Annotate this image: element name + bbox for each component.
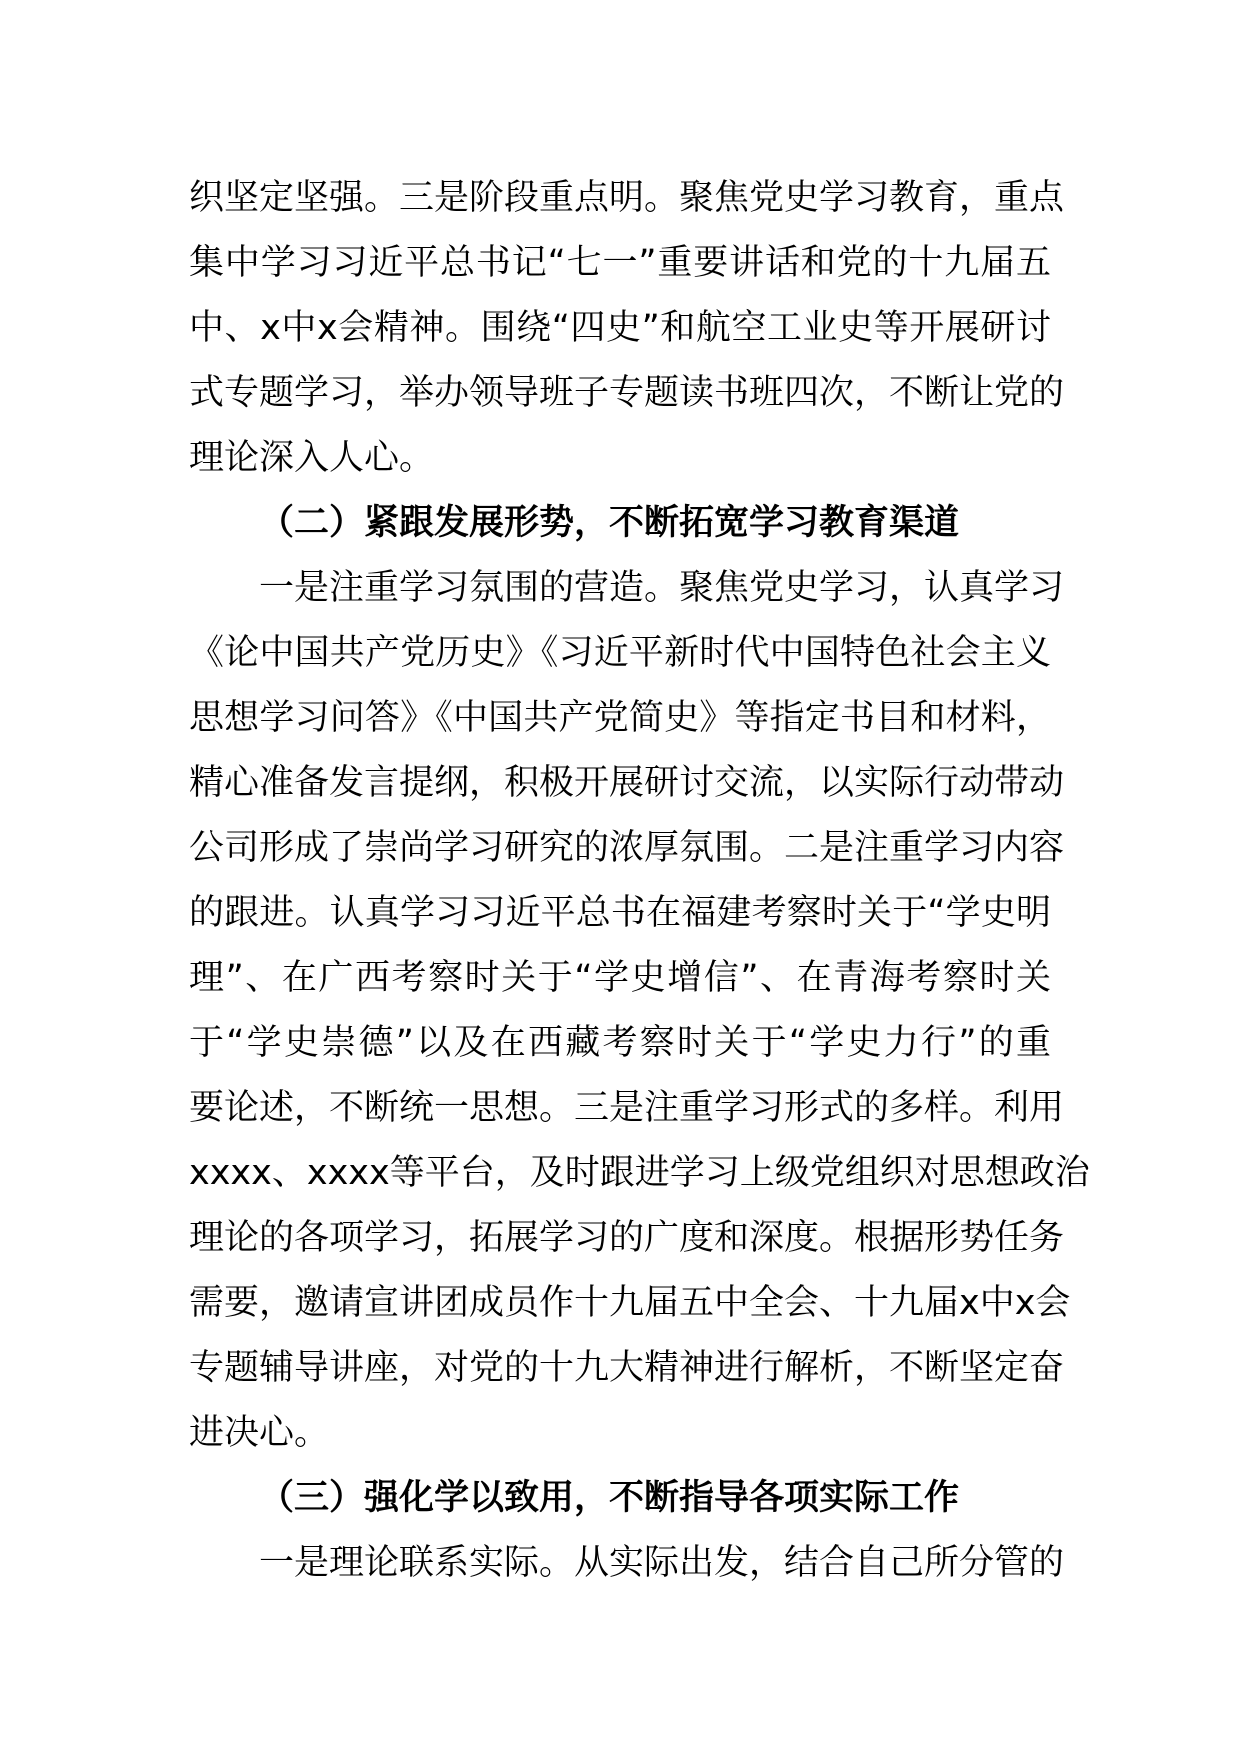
body-line: 精心准备发言提纲，积极开展研讨交流，以实际行动带动 [189,763,1065,803]
body-line: 于“学史崇德”以及在西藏考察时关于“学史力行”的重 [189,1023,1051,1063]
body-line: 式专题学习，举办领导班子专题读书班四次，不断让党的 [189,373,1065,413]
paragraph-first-line: 一是理论联系实际。从实际出发，结合自己所分管的 [259,1543,1065,1583]
body-line: 的跟进。认真学习习近平总书在福建考察时关于“学史明 [189,893,1051,933]
body-line: 公司形成了崇尚学习研究的浓厚氛围。二是注重学习内容 [189,828,1065,868]
body-line: 织坚定坚强。三是阶段重点明。聚焦党史学习教育，重点 [189,178,1065,218]
body-line: 理”、在广西考察时关于“学史增信”、在青海考察时关 [189,958,1051,998]
body-line: 集中学习习近平总书记“七一”重要讲话和党的十九届五 [189,243,1051,283]
body-line-last: 进决心。 [189,1413,330,1453]
body-line: 要论述，不断统一思想。三是注重学习形式的多样。利用 [189,1088,1065,1128]
body-line: 需要，邀请宣讲团成员作十九届五中全会、十九届x中x会 [189,1283,1071,1323]
body-line: 专题辅导讲座，对党的十九大精神进行解析，不断坚定奋 [189,1348,1065,1388]
document-page [189,166,1090,1596]
body-line-last: 理论深入人心。 [189,438,435,478]
body-line: xxxx、xxxx等平台，及时跟进学习上级党组织对思想政治 [189,1153,1090,1193]
body-line: 中、x中x会精神。围绕“四史”和航空工业史等开展研讨 [189,308,1051,348]
section-heading: （三）强化学以致用，不断指导各项实际工作 [259,1478,960,1518]
body-line: 《论中国共产党历史》《习近平新时代中国特色社会主义 [189,633,1051,673]
paragraph-first-line: 一是注重学习氛围的营造。聚焦党史学习，认真学习 [259,568,1065,608]
body-line: 理论的各项学习，拓展学习的广度和深度。根据形势任务 [189,1218,1065,1258]
section-heading: （二）紧跟发展形势，不断拓宽学习教育渠道 [259,503,960,543]
body-line: 思想学习问答》《中国共产党简史》等指定书目和材料， [189,698,1051,738]
